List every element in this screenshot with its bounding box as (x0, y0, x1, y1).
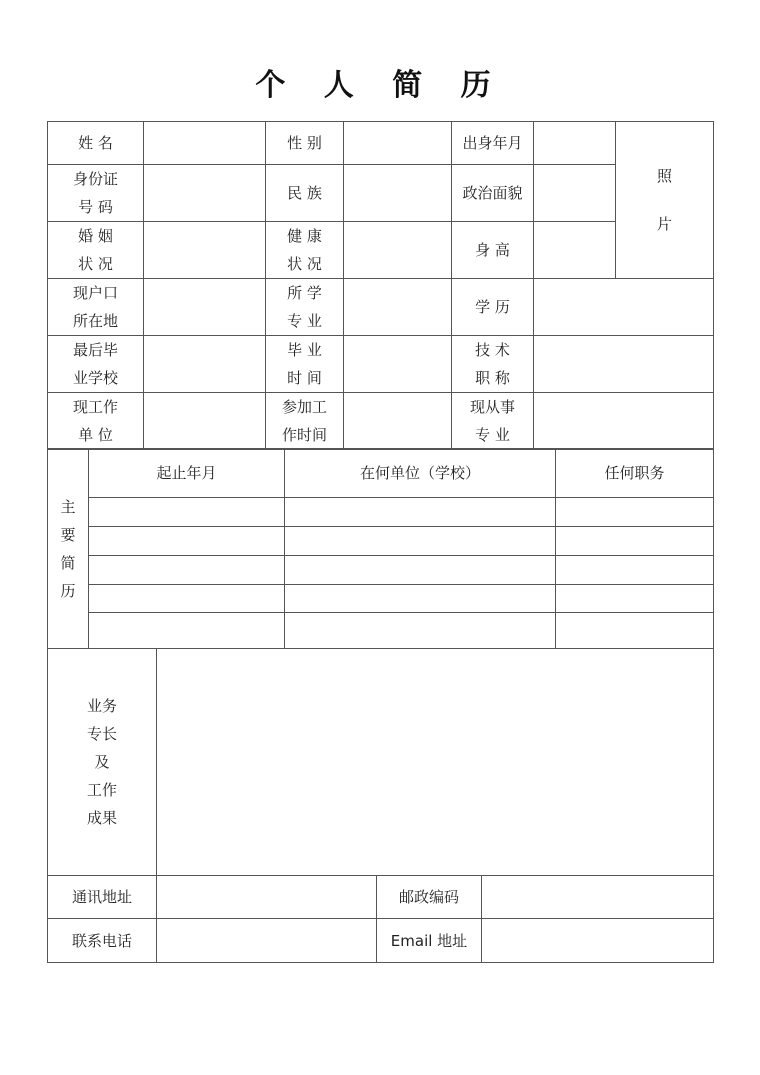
major-field[interactable] (344, 279, 452, 336)
id-field[interactable] (144, 165, 266, 222)
major-label: 所 学 专 业 (266, 279, 344, 336)
name-field[interactable] (144, 122, 266, 165)
history-position-cell[interactable] (556, 498, 714, 527)
birth-label: 出身年月 (452, 122, 534, 165)
name-label: 姓 名 (48, 122, 144, 165)
photo-box[interactable]: 照 片 (616, 122, 714, 279)
phone-label: 联系电话 (48, 919, 157, 963)
history-org-cell[interactable] (285, 556, 556, 585)
email-label: Email 地址 (377, 919, 482, 963)
history-section-label: 主 要 简 历 (48, 449, 89, 649)
id-label: 身份证 号 码 (48, 165, 144, 222)
ethnic-field[interactable] (344, 165, 452, 222)
political-label: 政治面貌 (452, 165, 534, 222)
history-table (47, 448, 714, 649)
history-position-cell[interactable] (556, 556, 714, 585)
school-label: 最后毕 业学校 (48, 336, 144, 393)
birth-field[interactable] (534, 122, 616, 165)
work-start-label: 参加工 作时间 (266, 393, 344, 450)
hukou-field[interactable] (144, 279, 266, 336)
education-field[interactable] (534, 279, 714, 336)
history-org-cell[interactable] (285, 613, 556, 649)
address-field[interactable] (157, 876, 377, 919)
height-label: 身 高 (452, 222, 534, 279)
work-start-field[interactable] (344, 393, 452, 450)
health-field[interactable] (344, 222, 452, 279)
history-org-cell[interactable] (285, 527, 556, 556)
title-field[interactable] (534, 336, 714, 393)
height-field[interactable] (534, 222, 616, 279)
table-row (48, 613, 714, 649)
expertise-contact-table (47, 648, 714, 963)
postcode-label: 邮政编码 (377, 876, 482, 919)
address-label: 通讯地址 (48, 876, 157, 919)
history-period-cell[interactable] (89, 556, 285, 585)
history-position-cell[interactable] (556, 585, 714, 613)
phone-field[interactable] (157, 919, 377, 963)
employer-label: 现工作 单 位 (48, 393, 144, 450)
postcode-field[interactable] (482, 876, 714, 919)
history-col-period: 起止年月 (89, 449, 285, 498)
gender-label: 性 别 (266, 122, 344, 165)
history-period-cell[interactable] (89, 498, 285, 527)
history-period-cell[interactable] (89, 613, 285, 649)
marital-label: 婚 姻 状 况 (48, 222, 144, 279)
ethnic-label: 民 族 (266, 165, 344, 222)
health-label: 健 康 状 况 (266, 222, 344, 279)
hukou-label: 现户口 所在地 (48, 279, 144, 336)
title-label: 技 术 职 称 (452, 336, 534, 393)
marital-field[interactable] (144, 222, 266, 279)
history-org-cell[interactable] (285, 498, 556, 527)
history-position-cell[interactable] (556, 613, 714, 649)
school-field[interactable] (144, 336, 266, 393)
table-row (48, 527, 714, 556)
employer-field[interactable] (144, 393, 266, 450)
history-period-cell[interactable] (89, 585, 285, 613)
education-label: 学 历 (452, 279, 534, 336)
grad-time-label: 毕 业 时 间 (266, 336, 344, 393)
current-field-label: 现从事 专 业 (452, 393, 534, 450)
table-row (48, 556, 714, 585)
expertise-label: 业务 专长 及 工作 成果 (48, 649, 157, 876)
history-position-cell[interactable] (556, 527, 714, 556)
history-org-cell[interactable] (285, 585, 556, 613)
current-field-field[interactable] (534, 393, 714, 450)
grad-time-field[interactable] (344, 336, 452, 393)
gender-field[interactable] (344, 122, 452, 165)
email-field[interactable] (482, 919, 714, 963)
basic-info-table (47, 121, 714, 450)
political-field[interactable] (534, 165, 616, 222)
history-col-org: 在何单位（学校） (285, 449, 556, 498)
history-col-position: 任何职务 (556, 449, 714, 498)
history-period-cell[interactable] (89, 527, 285, 556)
expertise-field[interactable] (157, 649, 714, 876)
table-row (48, 498, 714, 527)
table-row (48, 585, 714, 613)
page-title: 个 人 简 历 (255, 68, 505, 103)
